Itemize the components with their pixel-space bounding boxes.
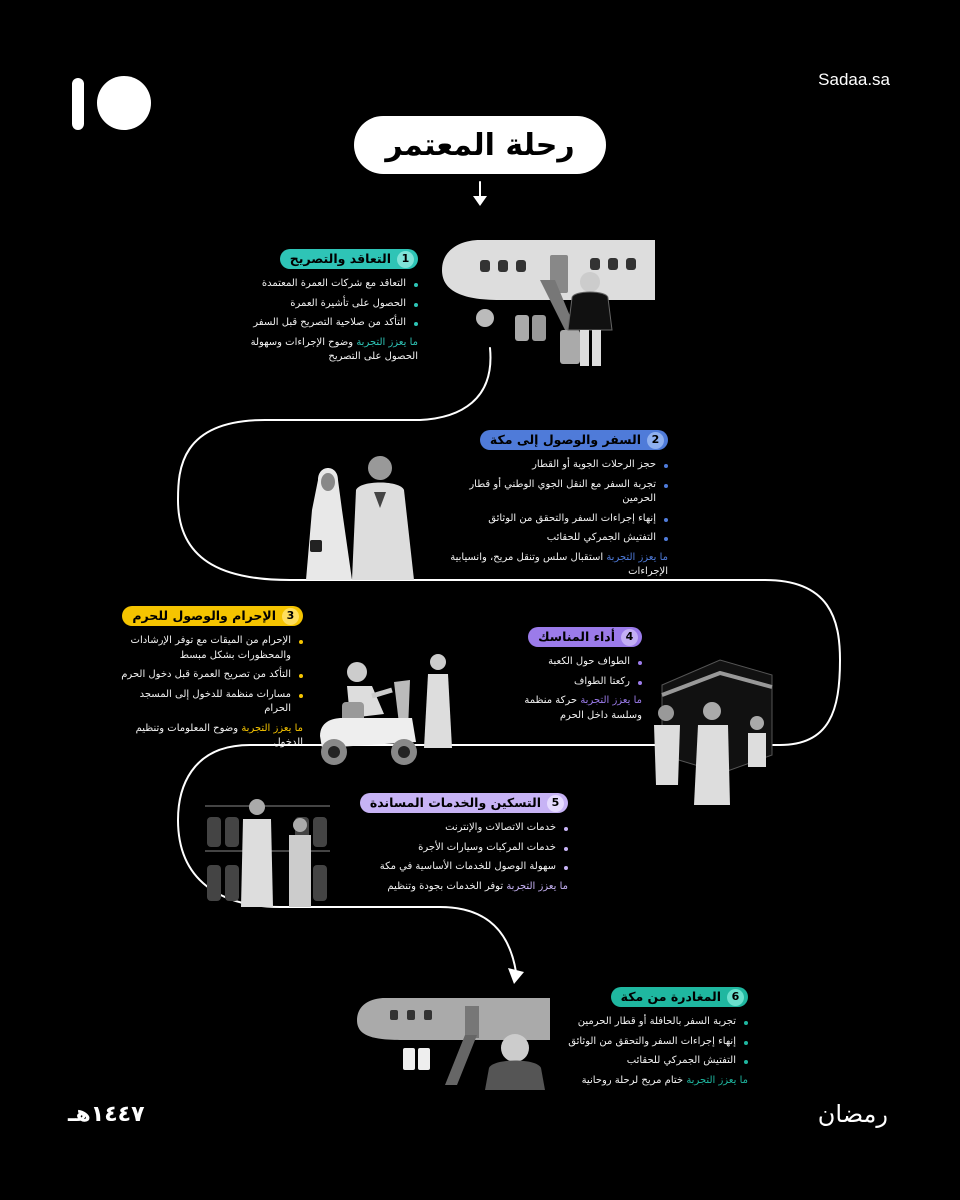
section-list	[517, 655, 642, 689]
kaaba-tawaf-illustration	[642, 655, 782, 815]
section-title: السفر والوصول إلى مكة	[489, 431, 641, 447]
section-header	[480, 430, 668, 450]
section-header	[280, 249, 418, 269]
list-item: الطواف حول الكعبة	[517, 655, 642, 670]
section-ihram	[118, 606, 303, 751]
enhancer-label: ما يعزز التجربة	[686, 1074, 748, 1086]
section-travel-arrival	[448, 430, 668, 580]
section-list	[118, 634, 303, 717]
experience-enhancer	[218, 336, 418, 365]
page-title: رحلة المعتمر	[354, 116, 606, 174]
list-item: سهولة الوصول للخدمات الأساسية في مكة	[358, 860, 568, 875]
section-list	[558, 1015, 748, 1069]
section-contracting-permit	[218, 249, 418, 365]
ramadan-label: رمضان	[817, 1100, 888, 1128]
section-title: الإحرام والوصول للحرم	[132, 607, 276, 623]
section-list	[218, 277, 418, 331]
list-item: حجز الرحلات الجوية أو القطار	[448, 458, 668, 473]
experience-enhancer	[358, 880, 568, 895]
pilgrims-couple-illustration	[300, 450, 420, 585]
list-item: تجربة السفر بالحافلة أو قطار الحرمين	[558, 1015, 748, 1030]
enhancer-label: ما يعزز التجربة	[606, 551, 668, 563]
enhancer-text: وضوح المعلومات وتنظيم الدخول	[135, 722, 303, 748]
list-item: خدمات الاتصالات والإنترنت	[358, 821, 568, 836]
section-title: التسكين والخدمات المساندة	[369, 794, 541, 810]
section-header	[528, 627, 642, 647]
section-accommodation	[358, 793, 568, 894]
experience-enhancer	[517, 694, 642, 723]
enhancer-text: حركة منظمة وسلسة داخل الحرم	[524, 695, 642, 721]
enhancer-label: ما يعزز التجربة	[241, 722, 303, 734]
section-header	[360, 793, 568, 813]
experience-enhancer	[448, 551, 668, 580]
section-title: أداء المناسك	[538, 628, 615, 644]
section-number: 2	[647, 432, 664, 449]
experience-enhancer	[118, 722, 303, 751]
section-header	[611, 987, 748, 1007]
enhancer-label: ما يعزز التجربة	[580, 695, 642, 706]
enhancer-label: ما يعزز التجربة	[356, 336, 418, 348]
section-title: التعاقد والتصريح	[289, 250, 391, 266]
section-title: المغادرة من مكة	[620, 988, 721, 1004]
list-item: التعاقد مع شركات العمرة المعتمدة	[218, 277, 418, 292]
list-item: التفتيش الجمركي للحقائب	[558, 1054, 748, 1069]
airplane-departure-illustration	[355, 990, 555, 1090]
list-item: التأكد من صلاحية التصريح قبل السفر	[218, 316, 418, 331]
enhancer-text: وضوح الإجراءات وسهولة الحصول على التصريح	[250, 336, 418, 362]
section-number: 6	[727, 989, 744, 1006]
list-item: إنهاء إجراءات السفر والتحقق من الوثائق	[448, 512, 668, 527]
section-number: 5	[547, 795, 564, 812]
section-number: 4	[621, 629, 638, 646]
section-number: 1	[397, 251, 414, 268]
list-item: مسارات منظمة للدخول إلى المسجد الحرام	[118, 688, 303, 717]
list-item: الإحرام من الميقات مع توفر الإرشادات والمحظورات بشكل مبسط	[118, 634, 303, 663]
section-number: 3	[282, 608, 299, 625]
list-item: التأكد من تصريح العمرة قبل دخول الحرم	[118, 668, 303, 683]
hijri-year: ١٤٤٧هـ	[68, 1102, 145, 1127]
enhancer-text: ختام مريح لرحلة روحانية	[581, 1074, 684, 1086]
list-item: خدمات المركبات وسيارات الأجرة	[358, 841, 568, 856]
brand-name: Sadaa.sa	[818, 70, 890, 89]
enhancer-label: ما يعزز التجربة	[506, 880, 568, 892]
list-item: ركعتا الطواف	[517, 675, 642, 690]
mobility-scooter-illustration	[312, 652, 462, 772]
section-list	[448, 458, 668, 546]
section-departure	[558, 987, 748, 1088]
section-header	[122, 606, 303, 626]
enhancer-text: توفر الخدمات بجودة وتنظيم	[387, 880, 504, 892]
section-rituals	[517, 627, 642, 723]
list-item: الحصول على تأشيرة العمرة	[218, 297, 418, 312]
section-list	[358, 821, 568, 875]
list-item: تجربة السفر مع النقل الجوي الوطني أو قطار الحرمين	[448, 478, 668, 507]
enhancer-text: استقبال سلس وتنقل مريح، وانسيابية الإجراءات	[450, 551, 668, 577]
accommodation-hall-illustration	[205, 795, 330, 910]
airplane-boarding-illustration	[440, 230, 660, 370]
list-item: إنهاء إجراءات السفر والتحقق من الوثائق	[558, 1035, 748, 1050]
list-item: التفتيش الجمركي للحقائب	[448, 531, 668, 546]
experience-enhancer	[558, 1074, 748, 1089]
